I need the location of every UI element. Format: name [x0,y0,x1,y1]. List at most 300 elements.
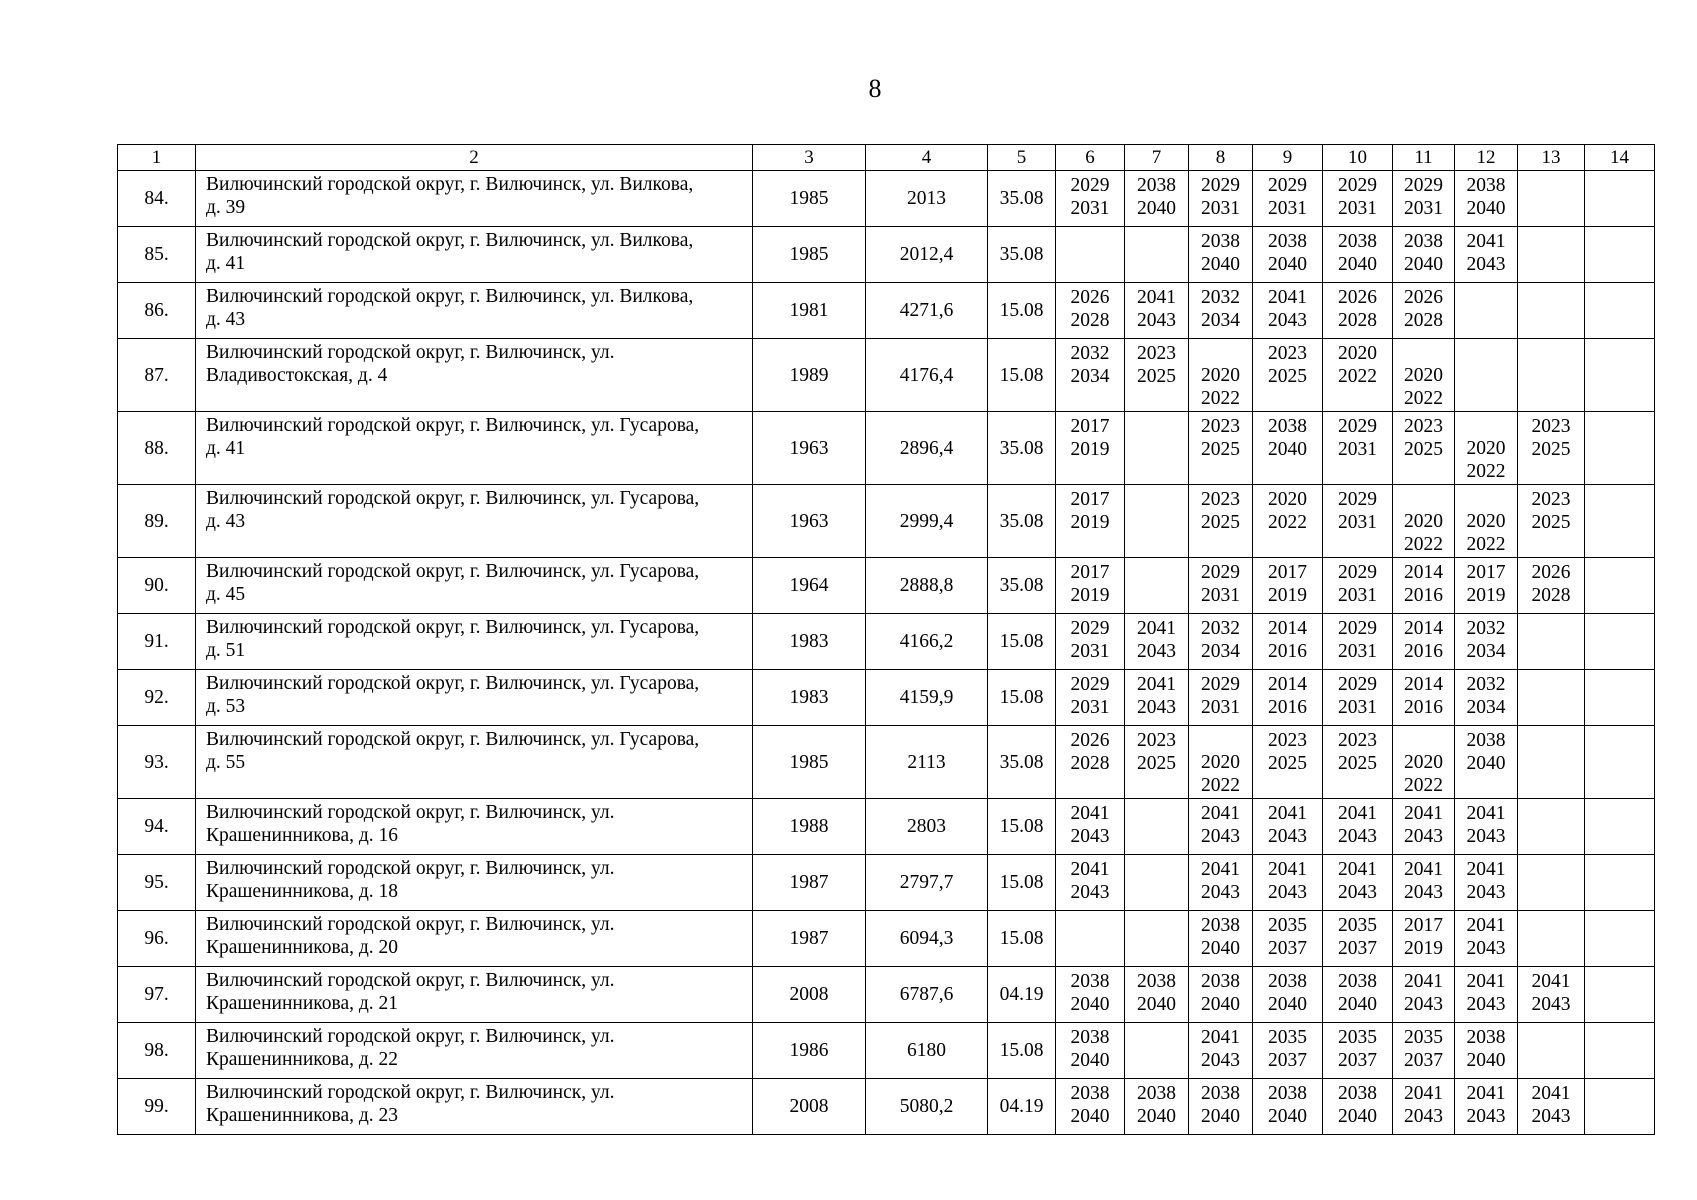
period-cell [1455,799,1518,855]
period-year: 2028 [1531,585,1571,606]
table-row [118,412,1655,485]
period-year: 2016 [1404,641,1443,662]
period-year: 2032 [1466,674,1506,695]
period-cell [1518,412,1585,485]
period-cell [1189,412,1253,485]
year-built-cell: 1988 [753,799,866,855]
period-year: 2038 [1338,231,1377,252]
period-cell [1056,726,1125,799]
period-year: 2026 [1404,287,1443,308]
period-year: 2025 [1531,512,1571,533]
period-year: 2029 [1201,674,1240,695]
address-cell [196,726,753,799]
period-year: 2041 [1137,287,1176,308]
period-year: 2043 [1201,882,1240,903]
period-cell [1518,670,1585,726]
period-cell [1585,967,1655,1023]
period-cell [1189,171,1253,227]
period-year: 2043 [1466,1106,1506,1127]
period-cell [1189,670,1253,726]
period-cell [1585,726,1655,799]
period-year: 2031 [1070,198,1110,219]
address-line: Вилючинский городской округ, г. Вилючинск, ул. Вилкова, [206,230,694,251]
column-header: 14 [1585,145,1655,171]
area-cell: 4271,6 [866,283,988,339]
period-cell [1323,967,1393,1023]
period-year: 2040 [1338,994,1377,1015]
row-number: 93. [118,726,196,799]
period-year: 2037 [1268,1050,1307,1071]
period-cell [1253,485,1323,558]
period-year: 2043 [1137,641,1176,662]
period-year: 2014 [1268,618,1307,639]
period-cell [1323,855,1393,911]
address-line: Вилючинский городской округ, г. Вилючинск, ул. Гусарова, [206,488,700,509]
period-year: 2029 [1338,562,1377,583]
period-cell [1253,726,1323,799]
period-year: 2035 [1268,915,1307,936]
address-cell [196,227,753,283]
period-year: 2038 [1201,231,1240,252]
period-year: 2041 [1201,859,1240,880]
row-number: 92. [118,670,196,726]
period-cell [1393,171,1455,227]
period-cell [1253,1079,1323,1135]
row-number: 95. [118,855,196,911]
period-year: 2034 [1201,641,1240,662]
year-built-cell: 2008 [753,1079,866,1135]
address-cell [196,614,753,670]
row-number: 90. [118,558,196,614]
column-header: 8 [1189,145,1253,171]
period-year: 2035 [1268,1027,1307,1048]
area-cell: 2012,4 [866,227,988,283]
code-cell: 15.08 [988,855,1056,911]
period-year: 2031 [1338,585,1377,606]
period-cell [1585,412,1655,485]
period-cell [1189,283,1253,339]
period-year: 2029 [1338,175,1377,196]
period-year: 2019 [1070,439,1110,460]
address-cell [196,558,753,614]
period-year: 2043 [1466,938,1506,959]
period-year: 2028 [1404,310,1443,331]
address-line: Вилючинский городской округ, г. Вилючинск, ул. [206,858,615,879]
code-cell: 15.08 [988,670,1056,726]
period-year: 2038 [1070,1027,1110,1048]
period-year: 2029 [1070,618,1110,639]
period-year: 2040 [1201,1106,1240,1127]
period-year: 2025 [1137,753,1176,774]
period-year: 2038 [1201,915,1240,936]
period-cell [1056,1023,1125,1079]
period-year: 2032 [1201,287,1240,308]
period-cell [1189,799,1253,855]
row-number: 89. [118,485,196,558]
period-cell [1189,1079,1253,1135]
period-year: 2038 [1070,1083,1110,1104]
period-year: 2043 [1137,697,1176,718]
period-year: 2029 [1338,489,1377,510]
address-line: Крашенинникова, д. 21 [206,993,399,1014]
period-cell [1323,670,1393,726]
period-year: 2035 [1404,1027,1443,1048]
period-cell [1189,911,1253,967]
period-cell [1125,412,1189,485]
period-cell [1056,911,1125,967]
period-year: 2034 [1070,366,1110,387]
period-year: 2041 [1466,971,1506,992]
row-number: 84. [118,171,196,227]
period-cell [1125,1079,1189,1135]
period-year: 2040 [1137,198,1176,219]
period-year: 2043 [1268,826,1307,847]
period-year: 2043 [1466,882,1506,903]
period-year: 2041 [1466,1083,1506,1104]
period-year: 2037 [1268,938,1307,959]
period-cell [1125,485,1189,558]
period-cell [1253,171,1323,227]
period-cell [1056,558,1125,614]
row-number: 85. [118,227,196,283]
code-cell: 15.08 [988,911,1056,967]
period-cell [1253,283,1323,339]
period-year: 2031 [1338,697,1377,718]
address-line: д. 41 [206,438,246,459]
period-year: 2041 [1268,287,1307,308]
period-year: 2020 [1338,343,1377,364]
area-cell: 2803 [866,799,988,855]
period-year: 2038 [1466,1027,1506,1048]
period-cell [1518,799,1585,855]
period-cell [1393,911,1455,967]
period-cell [1125,283,1189,339]
period-year: 2022 [1404,534,1443,555]
period-cell [1189,1023,1253,1079]
period-cell [1518,339,1585,412]
address-line: Крашенинникова, д. 20 [206,937,399,958]
period-year: 2019 [1404,938,1443,959]
year-built-cell: 1986 [753,1023,866,1079]
address-line: Вилючинский городской округ, г. Вилючинск, ул. [206,970,615,991]
year-built-cell: 1963 [753,412,866,485]
period-cell [1585,1023,1655,1079]
code-cell: 35.08 [988,485,1056,558]
period-cell [1056,283,1125,339]
period-year: 2031 [1201,585,1240,606]
table-row [118,855,1655,911]
period-year: 2040 [1338,1106,1377,1127]
period-year: 2022 [1201,775,1240,796]
period-cell [1253,558,1323,614]
year-built-cell: 1983 [753,670,866,726]
column-header: 1 [118,145,196,171]
period-year: 2037 [1404,1050,1443,1071]
period-cell [1253,339,1323,412]
period-year: 2040 [1268,1106,1307,1127]
period-cell [1323,283,1393,339]
period-year: 2022 [1338,366,1377,387]
period-year: 2025 [1268,753,1307,774]
period-cell [1585,283,1655,339]
code-cell: 15.08 [988,283,1056,339]
period-cell [1393,726,1455,799]
year-built-cell: 1981 [753,283,866,339]
period-year: 2038 [1466,175,1506,196]
period-year: 2031 [1201,697,1240,718]
period-cell [1393,412,1455,485]
period-cell [1455,911,1518,967]
period-year: 2022 [1466,461,1506,482]
period-cell [1518,911,1585,967]
period-cell [1323,799,1393,855]
period-cell [1518,726,1585,799]
period-cell [1056,227,1125,283]
period-cell [1393,283,1455,339]
code-cell: 35.08 [988,227,1056,283]
period-year: 2029 [1201,562,1240,583]
address-line: д. 53 [206,696,246,717]
period-cell [1056,339,1125,412]
period-year: 2043 [1466,254,1506,275]
period-cell [1585,911,1655,967]
code-cell: 15.08 [988,799,1056,855]
period-cell [1189,485,1253,558]
period-cell [1253,412,1323,485]
address-line: Вилючинский городской округ, г. Вилючинск, ул. Гусарова, [206,617,700,638]
page-number: 8 [868,74,882,103]
row-number: 97. [118,967,196,1023]
column-header: 11 [1393,145,1455,171]
address-cell [196,855,753,911]
table-body [118,171,1655,1135]
period-cell [1189,726,1253,799]
period-year: 2043 [1404,826,1443,847]
period-year: 2041 [1404,859,1443,880]
period-cell [1125,339,1189,412]
period-year: 2023 [1531,489,1571,510]
period-year: 2040 [1268,254,1307,275]
period-year: 2043 [1201,826,1240,847]
period-cell [1393,614,1455,670]
period-year: 2041 [1466,231,1506,252]
address-cell [196,283,753,339]
period-cell [1323,911,1393,967]
period-cell [1455,339,1518,412]
period-year: 2017 [1466,562,1506,583]
period-cell [1455,485,1518,558]
address-line: Крашенинникова, д. 22 [206,1049,399,1070]
period-year: 2038 [1338,971,1377,992]
period-year: 2043 [1404,994,1443,1015]
period-year: 2025 [1201,512,1240,533]
period-cell [1125,670,1189,726]
period-year: 2025 [1338,753,1377,774]
period-cell [1455,283,1518,339]
period-year: 2041 [1531,1083,1571,1104]
period-cell [1393,558,1455,614]
column-header: 2 [196,145,753,171]
period-cell [1125,1023,1189,1079]
period-year: 2037 [1338,938,1377,959]
period-year: 2041 [1466,859,1506,880]
period-cell [1393,670,1455,726]
row-number: 99. [118,1079,196,1135]
period-cell [1585,799,1655,855]
period-cell [1056,799,1125,855]
period-year: 2040 [1137,994,1176,1015]
period-year: 2029 [1201,175,1240,196]
address-line: Вилючинский городской округ, г. Вилючинск, ул. Гусарова, [206,415,700,436]
period-year: 2014 [1404,674,1443,695]
period-cell [1056,171,1125,227]
address-line: Вилючинский городской округ, г. Вилючинск, ул. [206,1082,615,1103]
period-year: 2020 [1466,511,1506,532]
period-year: 2032 [1070,343,1110,364]
area-cell: 4166,2 [866,614,988,670]
year-built-cell: 1983 [753,614,866,670]
period-cell [1518,1079,1585,1135]
period-year: 2014 [1268,674,1307,695]
row-number: 98. [118,1023,196,1079]
period-year: 2040 [1404,254,1443,275]
area-cell: 2999,4 [866,485,988,558]
period-year: 2029 [1338,416,1377,437]
table-row [118,283,1655,339]
period-cell [1125,558,1189,614]
period-year: 2038 [1268,1083,1307,1104]
period-cell [1393,339,1455,412]
period-year: 2023 [1268,343,1307,364]
code-cell: 04.19 [988,1079,1056,1135]
year-built-cell: 1987 [753,855,866,911]
address-cell [196,339,753,412]
table-row [118,614,1655,670]
address-line: д. 39 [206,197,246,218]
period-cell [1518,967,1585,1023]
period-cell [1323,339,1393,412]
area-cell: 2888,8 [866,558,988,614]
period-year: 2034 [1201,310,1240,331]
period-year: 2026 [1531,562,1571,583]
code-cell: 15.08 [988,339,1056,412]
period-year: 2041 [1070,859,1110,880]
period-cell [1393,855,1455,911]
period-cell [1056,412,1125,485]
address-line: д. 45 [206,584,246,605]
period-cell [1125,799,1189,855]
period-cell [1189,227,1253,283]
period-year: 2032 [1466,618,1506,639]
period-year: 2040 [1268,994,1307,1015]
code-cell: 15.08 [988,614,1056,670]
table-row [118,558,1655,614]
period-year: 2040 [1338,254,1377,275]
period-year: 2040 [1201,994,1240,1015]
period-cell [1585,171,1655,227]
period-year: 2038 [1404,231,1443,252]
period-year: 2029 [1070,175,1110,196]
period-year: 2041 [1466,915,1506,936]
period-cell [1253,967,1323,1023]
period-year: 2043 [1070,826,1110,847]
period-year: 2038 [1070,971,1110,992]
area-cell: 6180 [866,1023,988,1079]
period-cell [1455,967,1518,1023]
address-cell [196,1079,753,1135]
period-cell [1455,412,1518,485]
period-cell [1323,726,1393,799]
period-year: 2014 [1404,618,1443,639]
period-cell [1585,614,1655,670]
year-built-cell: 2008 [753,967,866,1023]
period-year: 2029 [1070,674,1110,695]
period-year: 2022 [1201,388,1240,409]
period-year: 2023 [1404,416,1443,437]
period-year: 2023 [1531,416,1571,437]
period-year: 2041 [1268,803,1307,824]
address-line: Вилючинский городской округ, г. Вилючинск, ул. Вилкова, [206,174,694,195]
period-year: 2023 [1137,730,1176,751]
period-year: 2019 [1070,512,1110,533]
area-cell: 2896,4 [866,412,988,485]
period-cell [1125,227,1189,283]
address-line: Вилючинский городской округ, г. Вилючинск, ул. [206,914,615,935]
period-cell [1253,911,1323,967]
period-year: 2019 [1268,585,1307,606]
table-row [118,670,1655,726]
period-year: 2043 [1338,882,1377,903]
period-year: 2023 [1137,343,1176,364]
period-year: 2043 [1466,994,1506,1015]
period-year: 2038 [1137,175,1176,196]
table-row [118,1079,1655,1135]
address-cell [196,412,753,485]
period-year: 2020 [1268,489,1307,510]
period-cell [1518,855,1585,911]
period-year: 2041 [1137,618,1176,639]
period-cell [1323,1023,1393,1079]
code-cell: 35.08 [988,558,1056,614]
period-year: 2031 [1070,697,1110,718]
table-row [118,227,1655,283]
column-header: 3 [753,145,866,171]
period-year: 2016 [1404,585,1443,606]
area-cell: 5080,2 [866,1079,988,1135]
period-cell [1518,283,1585,339]
period-year: 2020 [1404,365,1443,386]
period-year: 2031 [1268,198,1307,219]
period-year: 2043 [1531,994,1571,1015]
year-built-cell: 1989 [753,339,866,412]
period-year: 2034 [1466,641,1506,662]
period-year: 2038 [1201,971,1240,992]
year-built-cell: 1963 [753,485,866,558]
period-year: 2040 [1070,1050,1110,1071]
address-line: Вилючинский городской округ, г. Вилючинск, ул. [206,802,615,823]
period-cell [1125,171,1189,227]
period-cell [1393,227,1455,283]
code-cell: 35.08 [988,171,1056,227]
period-cell [1585,227,1655,283]
period-year: 2034 [1466,697,1506,718]
period-year: 2028 [1070,753,1110,774]
column-header: 5 [988,145,1056,171]
table-row [118,485,1655,558]
period-cell [1189,967,1253,1023]
period-year: 2031 [1338,641,1377,662]
address-line: д. 43 [206,511,246,532]
